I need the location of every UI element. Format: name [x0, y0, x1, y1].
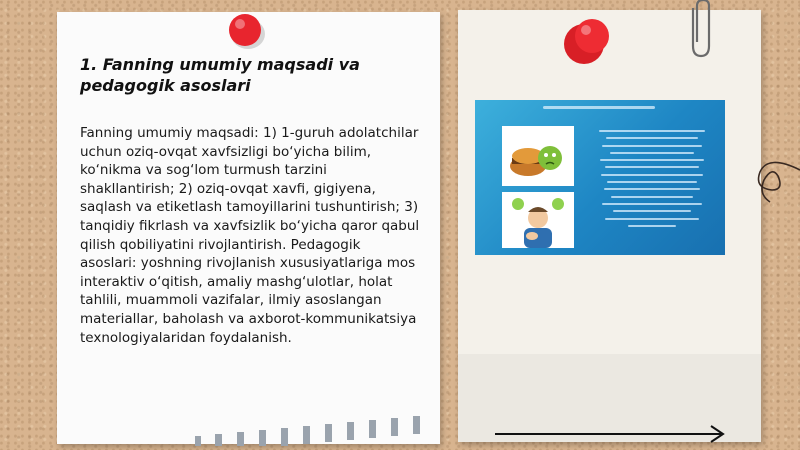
- food-illustration-icon: [502, 126, 574, 186]
- torn-edge-decoration: [177, 406, 440, 446]
- slide-thumbnail: [475, 100, 725, 255]
- slide-text-blurred: [593, 130, 711, 232]
- pushpin-icon: [224, 8, 268, 52]
- arrow-right-icon: [495, 424, 727, 444]
- paperclip-icon: [683, 0, 713, 60]
- sick-person-illustration-icon: [502, 192, 574, 248]
- slide-title-blurred: [475, 102, 725, 114]
- body-paragraph: Fanning umumiy maqsadi: 1) 1-guruh adolatchilar uchun oziq-ovqat xavfsizligi bo‘yicha bilim, ko‘nikma va sog‘lom turmush tarzini shakllantirish; 2) oziq-ovqat xavfi, gigiyena, saqlash va etiketlash tamoyillarini tushuntirish; 3) tanqidiy fikrlash va xavfsizlik bo‘yicha qaror qabul qilish qobiliyatini rivojlantirish. Pedagogik asoslari: yoshning rivojlanish xususiyatlariga mos interaktiv o‘qitish, amaliy mashg‘ulotlar, holat tahlili, muammoli vazifalar, ilmiy asoslangan materiallar, baholash va axborot-kommunikatsiya texnologiyalaridan foydalanish.: [80, 125, 420, 346]
- string-loop-icon: [748, 150, 800, 210]
- section-title: 1. Fanning umumiy maqsadi va pedagogik asoslari: [80, 55, 360, 95]
- pushpin-icon: [560, 14, 618, 68]
